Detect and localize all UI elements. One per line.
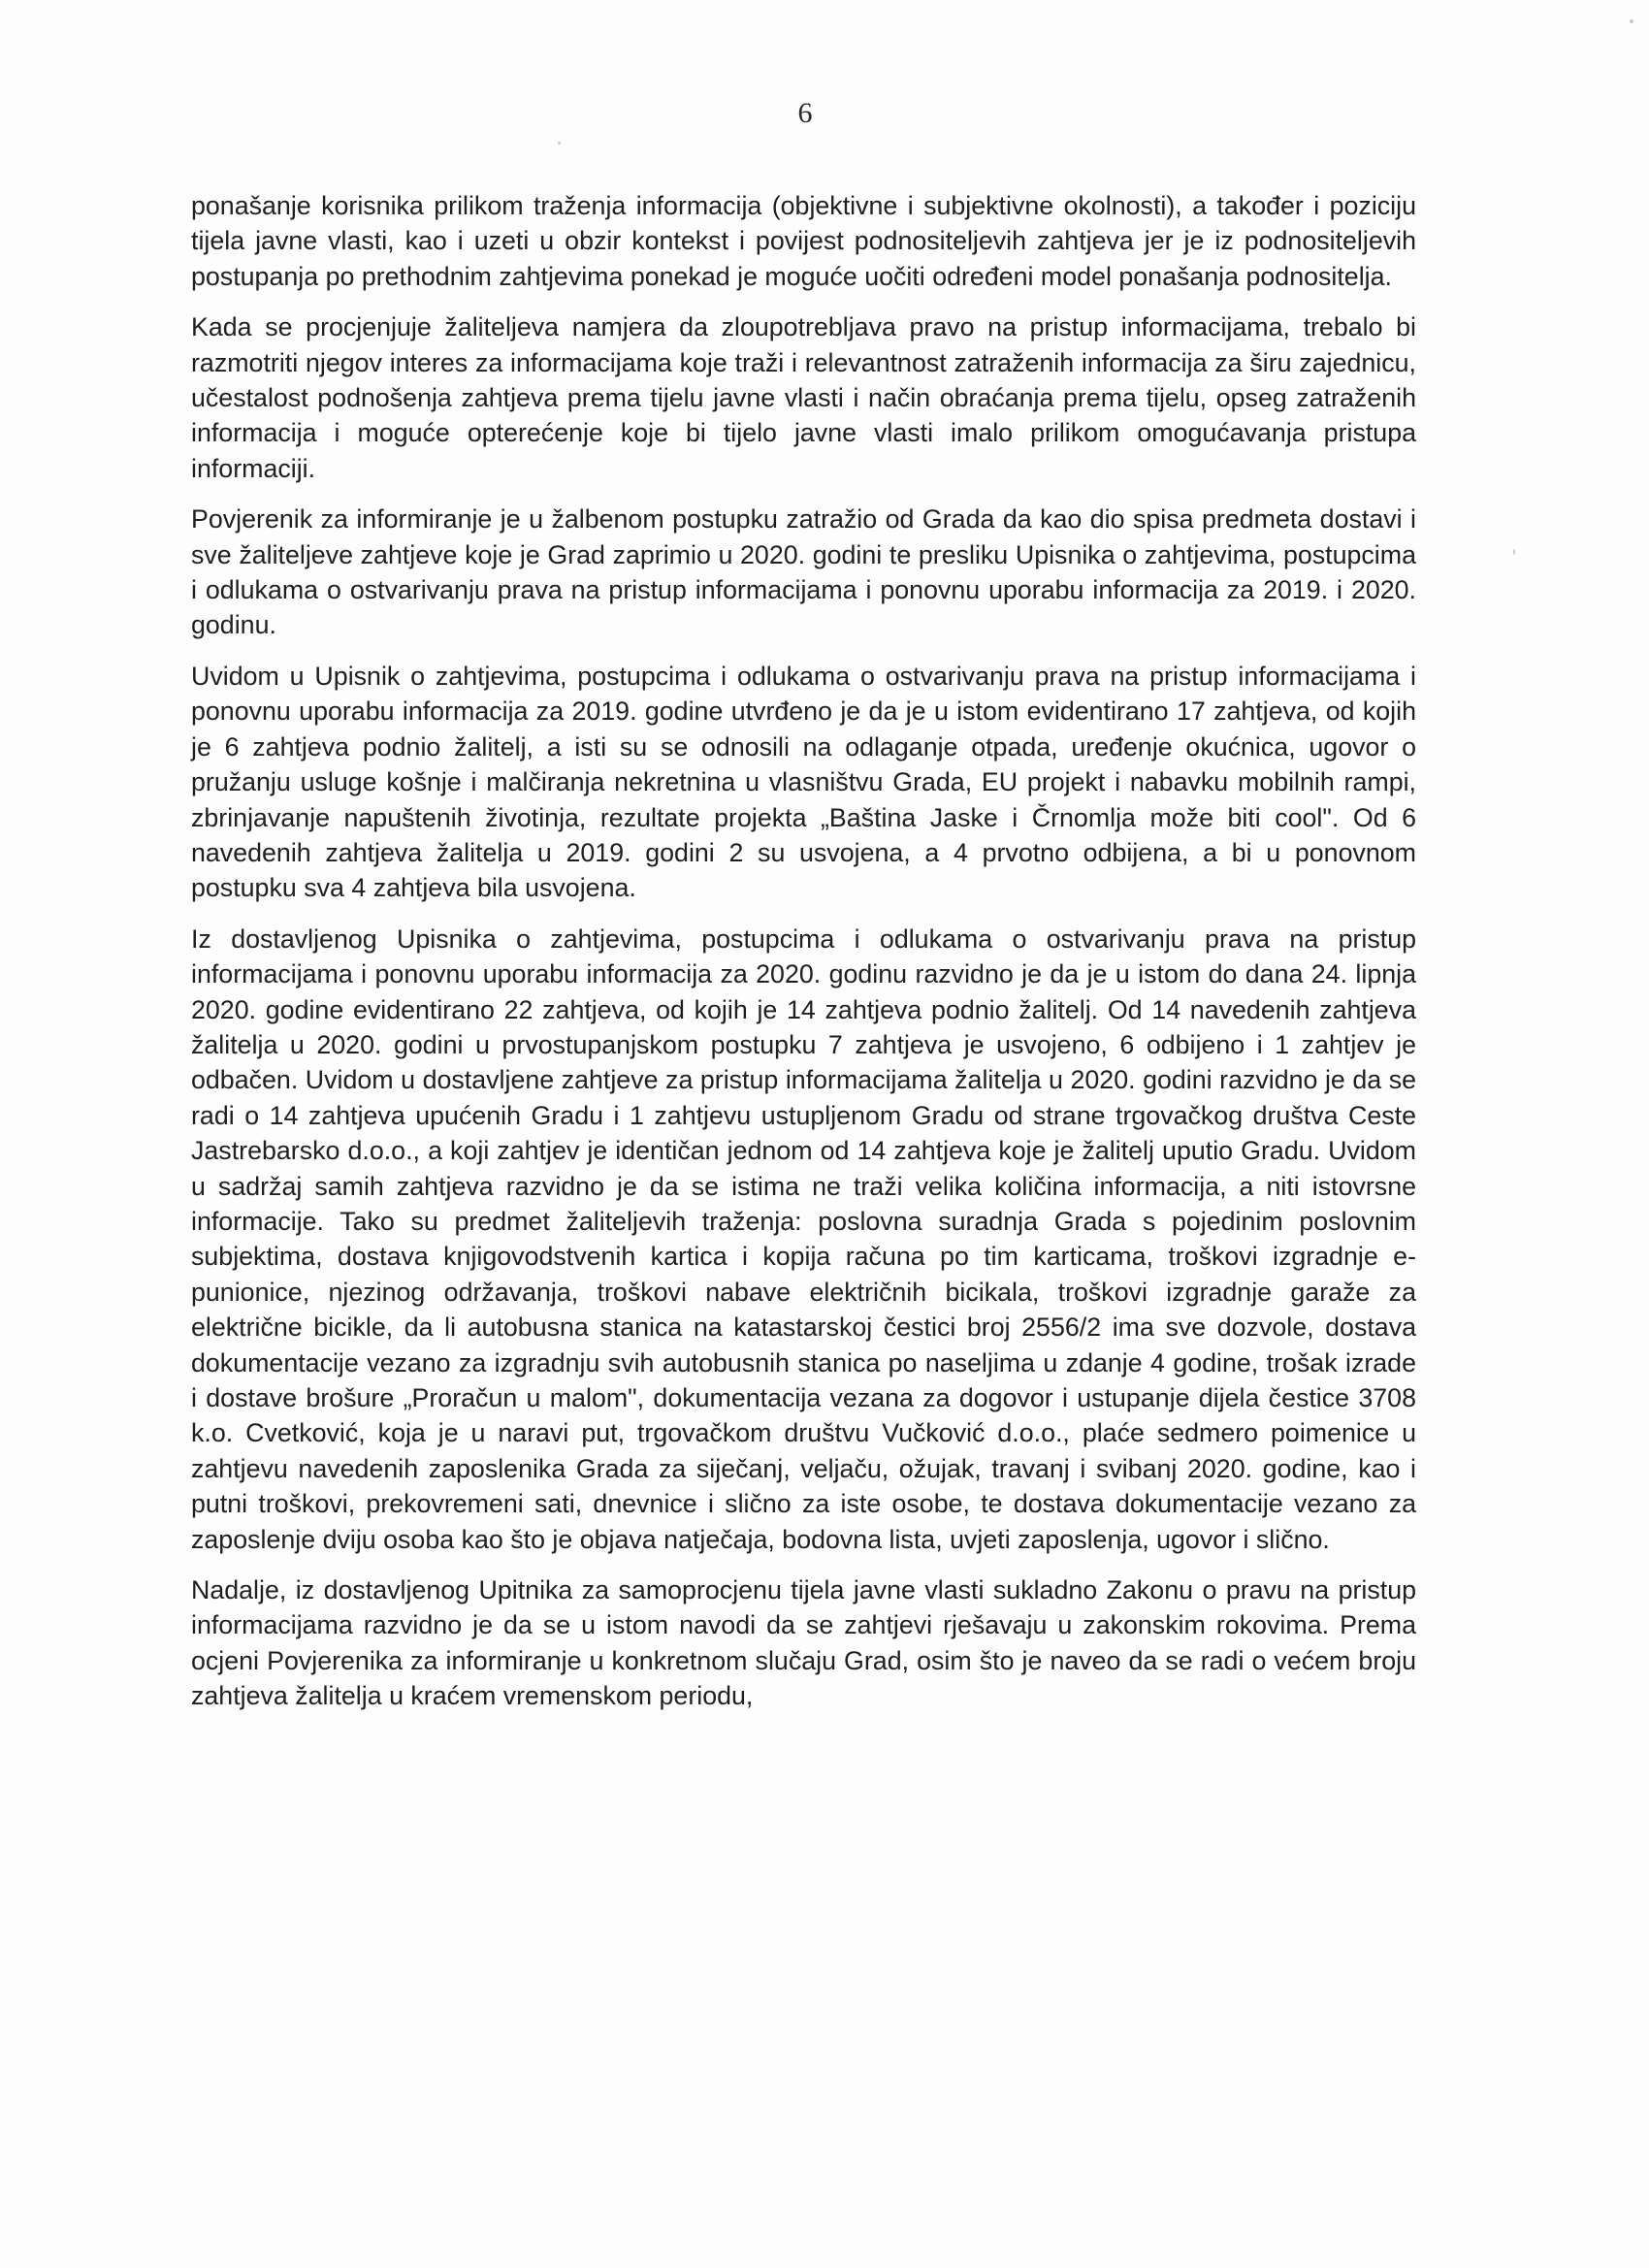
paragraph-2: Kada se procjenjuje žaliteljeva namjera da zloupotrebljava pravo na pristup informacijama, trebalo bi razmotriti njegov interes za informacijama koje traži i relevantnost zatraženih informacija za širu zajednicu, učestalost podnošenja zahtjeva prema tijelu javne vlasti i način obraćanja prema tijelu, opseg zatraženih informacija i moguće opterećenje koje bi tijelo javne vlasti imalo prilikom omogućavanja pristupa informaciji. xyxy=(191,312,1416,483)
document-body xyxy=(191,188,1416,1714)
paragraph-1: ponašanje korisnika prilikom traženja informacija (objektivne i subjektivne okolnosti), a također i poziciju tijela javne vlasti, kao i uzeti u obzir kontekst i povijest podnositeljevih zahtjeva jer je iz podnositeljevih postupanja po prethodnim zahtjevima ponekad je moguće uočiti određeni model ponašanja podnositelja. xyxy=(191,191,1416,291)
paragraph-4: Uvidom u Upisnik o zahtjevima, postupcima i odlukama o ostvarivanju prava na pristup informacijama i ponovnu uporabu informacija za 2019. godine utvrđeno je da je u istom evidentirano 17 zahtjeva, od kojih je 6 zahtjeva podnio žalitelj, a isti su se odnosili na odlaganje otpada, uređenje okućnica, ugovor o pružanju usluge košnje i malčiranja nekretnina u vlasništvu Grada, EU projekt i nabavku mobilnih rampi, zbrinjavanje napuštenih životinja, rezultate projekta „Baština Jaske i Črnomlja može biti cool". Od 6 navedenih zahtjeva žalitelja u 2019. godini 2 su usvojena, a 4 prvotno odbijena, a bi u ponovnom postupku sva 4 zahtjeva bila usvojena. xyxy=(191,661,1416,903)
scan-speck xyxy=(1513,549,1515,555)
paragraph-6: Nadalje, iz dostavljenog Upitnika za samoprocjenu tijela javne vlasti sukladno Zakonu o pravu na pristup informacijama razvidno je da se u istom navodi da se zahtjevi rješavaju u zakonskim rokovima. Prema ocjeni Povjerenika za informiranje u konkretnom slučaju Grad, osim što je naveo da se radi o većem broju zahtjeva žalitelja u kraćem vremenskom periodu, xyxy=(191,1575,1416,1711)
page-number: 6 xyxy=(797,97,813,129)
paragraph-3: Povjerenik za informiranje je u žalbenom postupku zatražio od Grada da kao dio spisa predmeta dostavi i sve žaliteljeve zahtjeve koje je Grad zaprimio u 2020. godini te presliku Upisnika o zahtjevima, postupcima i odlukama o ostvarivanju prava na pristup informacijama i ponovnu uporabu informacija za 2019. i 2020. godinu. xyxy=(191,504,1416,640)
scan-speck xyxy=(1630,19,1633,23)
scan-speck xyxy=(558,142,561,145)
paragraph-5: Iz dostavljenog Upisnika o zahtjevima, postupcima i odlukama o ostvarivanju prava na pristup informacijama i ponovnu uporabu informacija za 2020. godinu razvidno je da je u istom do dana 24. lipnja 2020. godine evidentirano 22 zahtjeva, od kojih je 14 zahtjeva podnio žalitelj. Od 14 navedenih zahtjeva žalitelja u 2020. godini u prvostupanjskom postupku 7 zahtjeva je usvojeno, 6 odbijeno i 1 zahtjev je odbačen. Uvidom u dostavljene zahtjeve za pristup informacijama žalitelja u 2020. godini razvidno je da se radi o 14 zahtjeva upućenih Gradu i 1 zahtjevu ustupljenom Gradu od strane trgovačkog društva Ceste Jastrebarsko d.o.o., a koji zahtjev je identičan jednom od 14 zahtjeva koje je žalitelj uputio Gradu. Uvidom u sadržaj samih zahtjeva razvidno je da se istima ne traži velika količina informacija, a niti istovrsne informacije. Tako su predmet žaliteljevih traženja: poslovna suradnja Grada s pojedinim poslovnim subjektima, dostava knjigovodstvenih kartica i kopija računa po tim karticama, troškovi izgradnje e-punionice, njezinog održavanja, troškovi nabave električnih bicikala, troškovi izgradnje garaže za električne bicikle, da li autobusna stanica na katastarskoj čestici broj 2556/2 ima sve dozvole, dostava dokumentacije vezano za izgradnju svih autobusnih stanica po naseljima u zdanje 4 godine, trošak izrade i dostave brošure „Proračun u malom", dokumentacija vezana za dogovor i ustupanje dijela čestice 3708 k.o. Cvetković, koja je u naravi put, trgovačkom društvu Vučković d.o.o., plaće sedmero poimenice u zahtjevu navedenih zaposlenika Grada za siječanj, veljaču, ožujak, travanj i svibanj 2020. godine, kao i putni troškovi, prekovremeni sati, dnevnice i slično za iste osobe, te dostava dokumentacije vezano za zaposlenje dviju osoba kao što je objava natječaja, bodovna lista, uvjeti zaposlenja, ugovor i slično. xyxy=(191,923,1416,1554)
